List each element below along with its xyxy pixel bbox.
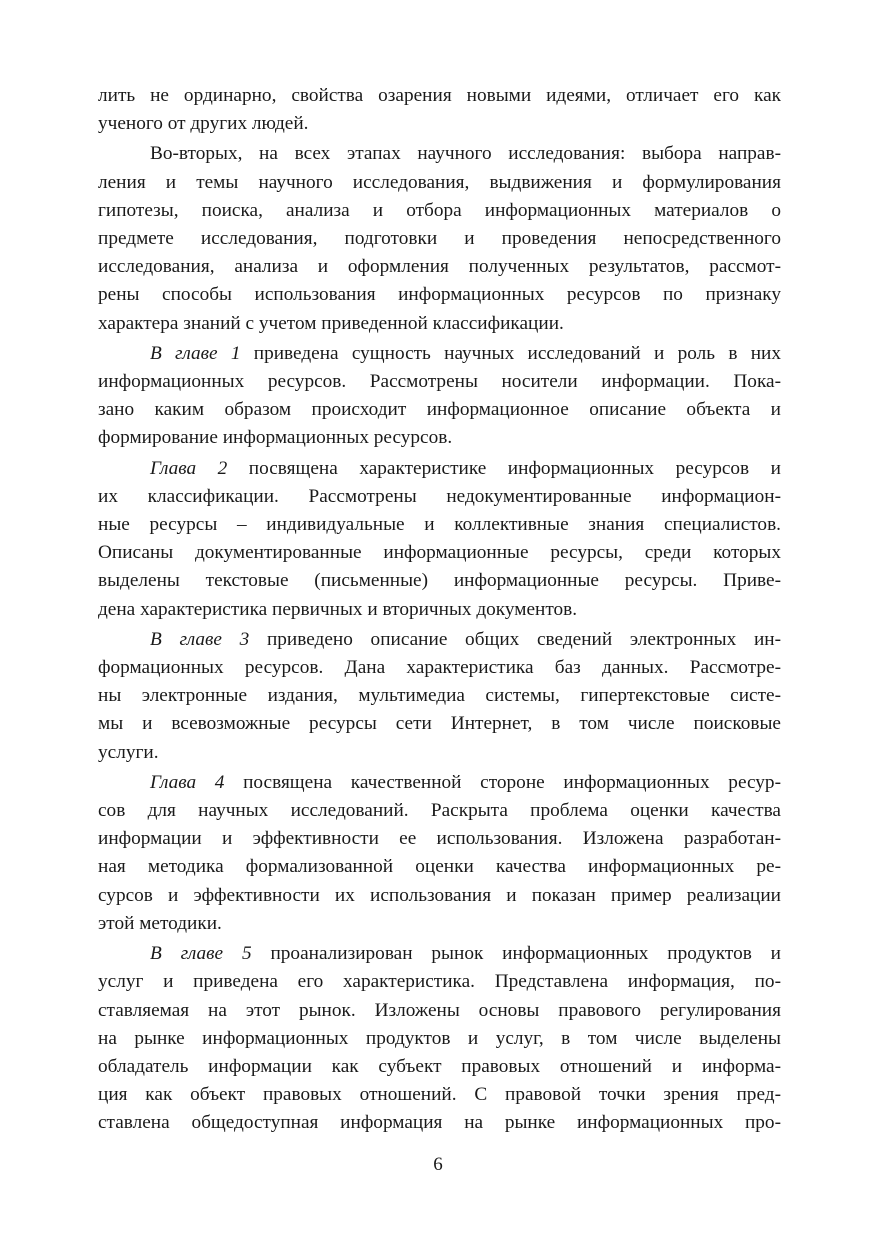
paragraph (98, 626, 781, 767)
text-line: ления и темы научного исследования, выдвижения и формулирования (98, 171, 781, 193)
page-number: 6 (433, 1154, 443, 1175)
chapter-reference: В главе 1 (150, 342, 241, 364)
text-line: этой методики. (98, 912, 222, 934)
text-line: ная методика формализованной оценки качества информационных ре- (98, 856, 781, 878)
text-line: Глава 2 посвящена характеристике информационных ресурсов и (150, 457, 781, 479)
text-line: В главе 1 приведена сущность научных исследований и роль в них (150, 342, 781, 364)
paragraph (98, 140, 781, 337)
text-line: Описаны документированные информационные ресурсы, среди которых (98, 542, 781, 564)
text-line: формационных ресурсов. Дана характеристика баз данных. Рассмотре- (98, 657, 781, 679)
text-line: рены способы использования информационных ресурсов по признаку (98, 284, 781, 306)
chapter-reference: Глава 4 (150, 771, 225, 793)
text-line: Глава 4 посвящена качественной стороне информационных ресур- (150, 771, 781, 793)
text-line: В главе 3 приведено описание общих сведений электронных ин- (150, 628, 782, 650)
chapter-reference: В главе 3 (150, 628, 250, 650)
text-line: услуг и приведена его характеристика. Представлена информация, по- (98, 971, 781, 993)
text-line: ны электронные издания, мультимедиа системы, гипертекстовые систе- (98, 685, 781, 707)
text-line: информационных ресурсов. Рассмотрены носители информации. Пока- (98, 371, 781, 393)
text-line: услуги. (98, 741, 159, 763)
chapter-reference: В главе 5 (150, 943, 252, 965)
text-line: выделены текстовые (письменные) информационные ресурсы. Приве- (98, 570, 781, 592)
document-body (98, 82, 781, 1140)
paragraph (98, 82, 781, 138)
text-line: формирование информационных ресурсов. (98, 427, 453, 449)
text-line: мы и всевозможные ресурсы сети Интернет, в том числе поисковые (98, 713, 781, 735)
paragraph (98, 769, 781, 938)
text-line: гипотезы, поиска, анализа и отбора информационных материалов о (98, 199, 781, 221)
text-line: ция как объект правовых отношений. С правовой точки зрения пред- (98, 1084, 781, 1106)
text-line: их классификации. Рассмотрены недокументированные информацион- (98, 485, 781, 507)
text-line: лить не ординарно, свойства озарения новыми идеями, отличает его как (98, 85, 781, 106)
paragraph (98, 940, 781, 1137)
text-line: информации и эффективности ее использования. Изложена разработан- (98, 828, 781, 850)
text-line: дена характеристика первичных и вторичных документов. (98, 598, 578, 620)
text-line: предмете исследования, подготовки и проведения непосредственного (98, 228, 781, 250)
text-line: Во-вторых, на всех этапах научного исследования: выбора направ- (150, 143, 781, 165)
text-line: зано каким образом происходит информационное описание объекта и (98, 399, 781, 421)
text-line: исследования, анализа и оформления полученных результатов, рассмот- (98, 256, 781, 278)
text-line: на рынке информационных продуктов и услуг, в том числе выделены (98, 1027, 781, 1049)
chapter-reference: Глава 2 (150, 457, 228, 479)
text-line: сов для научных исследований. Раскрыта проблема оценки качества (98, 800, 781, 822)
text-line: сурсов и эффективности их использования и показан пример реализации (98, 884, 781, 906)
text-line: ученого от других людей. (98, 113, 309, 135)
text-line: ставлена общедоступная информация на рынке информационных про- (98, 1112, 781, 1134)
paragraph (98, 455, 781, 624)
text-line: обладатель информации как субъект правовых отношений и информа- (98, 1055, 781, 1077)
text-line: ные ресурсы – индивидуальные и коллективные знания специалистов. (98, 514, 781, 536)
text-line: В главе 5 проанализирован рынок информационных продуктов и (150, 943, 781, 965)
text-line: ставляемая на этот рынок. Изложены основы правового регулирования (98, 999, 781, 1021)
text-line: характера знаний с учетом приведенной классификации. (98, 312, 564, 334)
paragraph (98, 340, 781, 453)
